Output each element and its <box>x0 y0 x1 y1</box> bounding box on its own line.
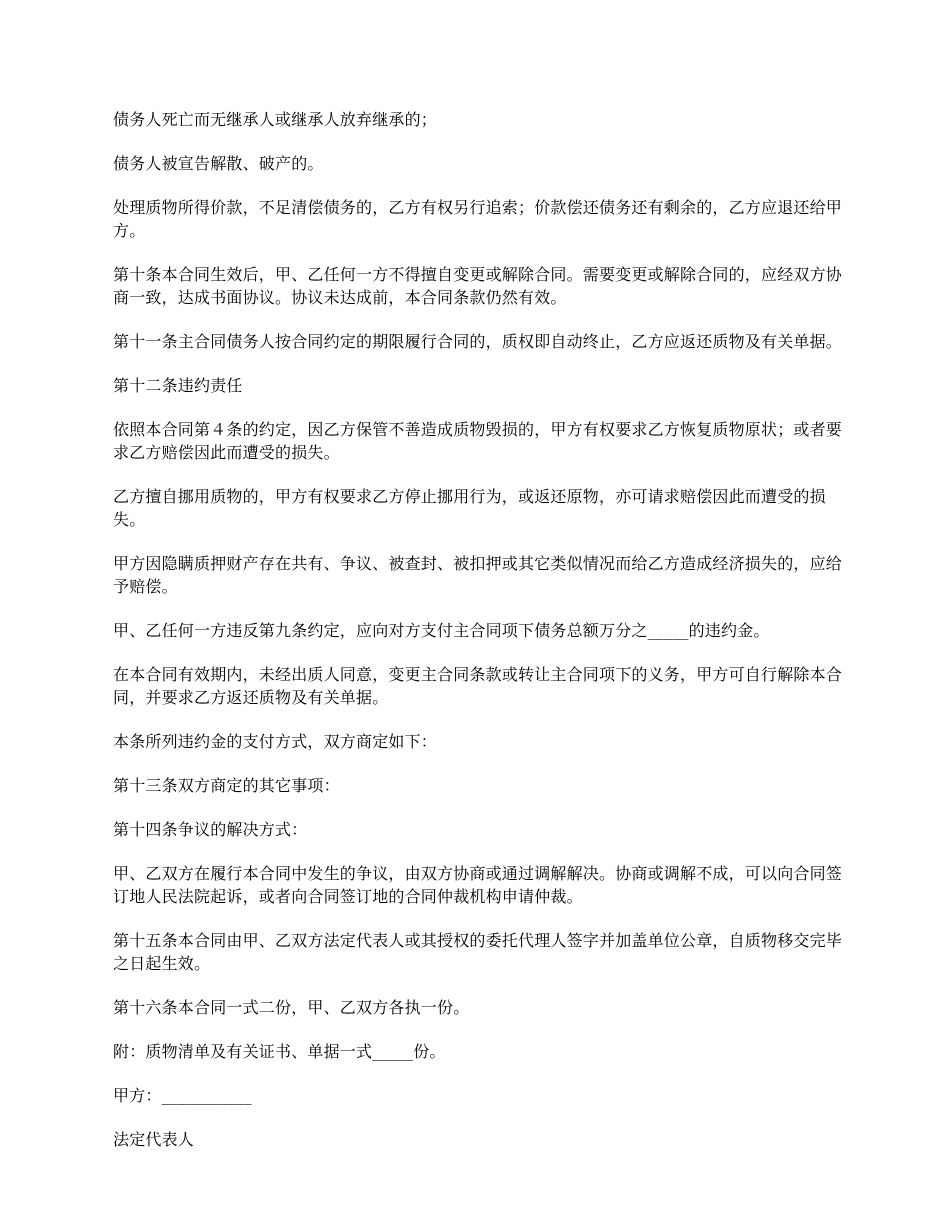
paragraph-attachment: 附：质物清单及有关证书、单据一式_____份。 <box>113 1042 446 1061</box>
signature-party-a: 甲方：___________ <box>113 1086 252 1105</box>
paragraph-article-16: 第十六条本合同一式二份，甲、乙双方各执一份。 <box>113 998 470 1017</box>
paragraph-article-11: 第十一条主合同债务人按合同约定的期限履行合同的，质权即自动终止，乙方应返还质物及有关单据。 <box>113 332 843 351</box>
paragraph-article-14: 第十四条争议的解决方式： <box>113 820 308 839</box>
signature-legal-representative: 法定代表人 <box>113 1130 195 1149</box>
paragraph-dispute-resolution: 甲、乙双方在履行本合同中发生的争议，由双方协商或通过调解解决。协商或调解不成，可以向合同签订地人民法院起诉，或者向合同签订地的合同仲裁机构申请仲裁。 <box>113 864 843 906</box>
paragraph-proceeds-clause: 处理质物所得价款，不足清偿债务的，乙方有权另行追索；价款偿还债务还有剩余的，乙方应退还给甲方。 <box>113 198 843 240</box>
document-page <box>113 108 843 1172</box>
paragraph-damage-clause: 依照本合同第４条的约定，因乙方保管不善造成质物毁损的，甲方有权要求乙方恢复质物原状；或者要求乙方赔偿因此而遭受的损失。 <box>113 420 843 462</box>
paragraph-article-13: 第十三条双方商定的其它事项： <box>113 776 340 795</box>
paragraph-misuse-clause: 乙方擅自挪用质物的，甲方有权要求乙方停止挪用行为，或返还原物，亦可请求赔偿因此而遭受的损失。 <box>113 487 826 529</box>
paragraph-heir-clause: 债务人死亡而无继承人或继承人放弃继承的； <box>113 110 438 129</box>
paragraph-article-10: 第十条本合同生效后，甲、乙任何一方不得擅自变更或解除合同。需要变更或解除合同的，应经双方协商一致，达成书面协议。协议未达成前，本合同条款仍然有效。 <box>113 265 843 307</box>
paragraph-penalty-clause: 甲、乙任何一方违反第九条约定，应向对方支付主合同项下债务总额万分之_____的违约金。 <box>113 621 770 640</box>
paragraph-payment-method: 本条所列违约金的支付方式，双方商定如下： <box>113 732 438 751</box>
paragraph-termination-clause: 在本合同有效期内，未经出质人同意，变更主合同条款或转让主合同项下的义务，甲方可自行解除本合同，并要求乙方返还质物及有关单据。 <box>113 665 843 707</box>
paragraph-article-12-heading: 第十二条违约责任 <box>113 376 243 395</box>
paragraph-concealment-clause: 甲方因隐瞒质押财产存在共有、争议、被查封、被扣押或其它类似情况而给乙方造成经济损失的，应给予赔偿。 <box>113 554 843 596</box>
paragraph-article-15: 第十五条本合同由甲、乙双方法定代表人或其授权的委托代理人签字并加盖单位公章，自质物移交完毕之日起生效。 <box>113 931 843 973</box>
paragraph-bankruptcy-clause: 债务人被宣告解散、破产的。 <box>113 154 324 173</box>
